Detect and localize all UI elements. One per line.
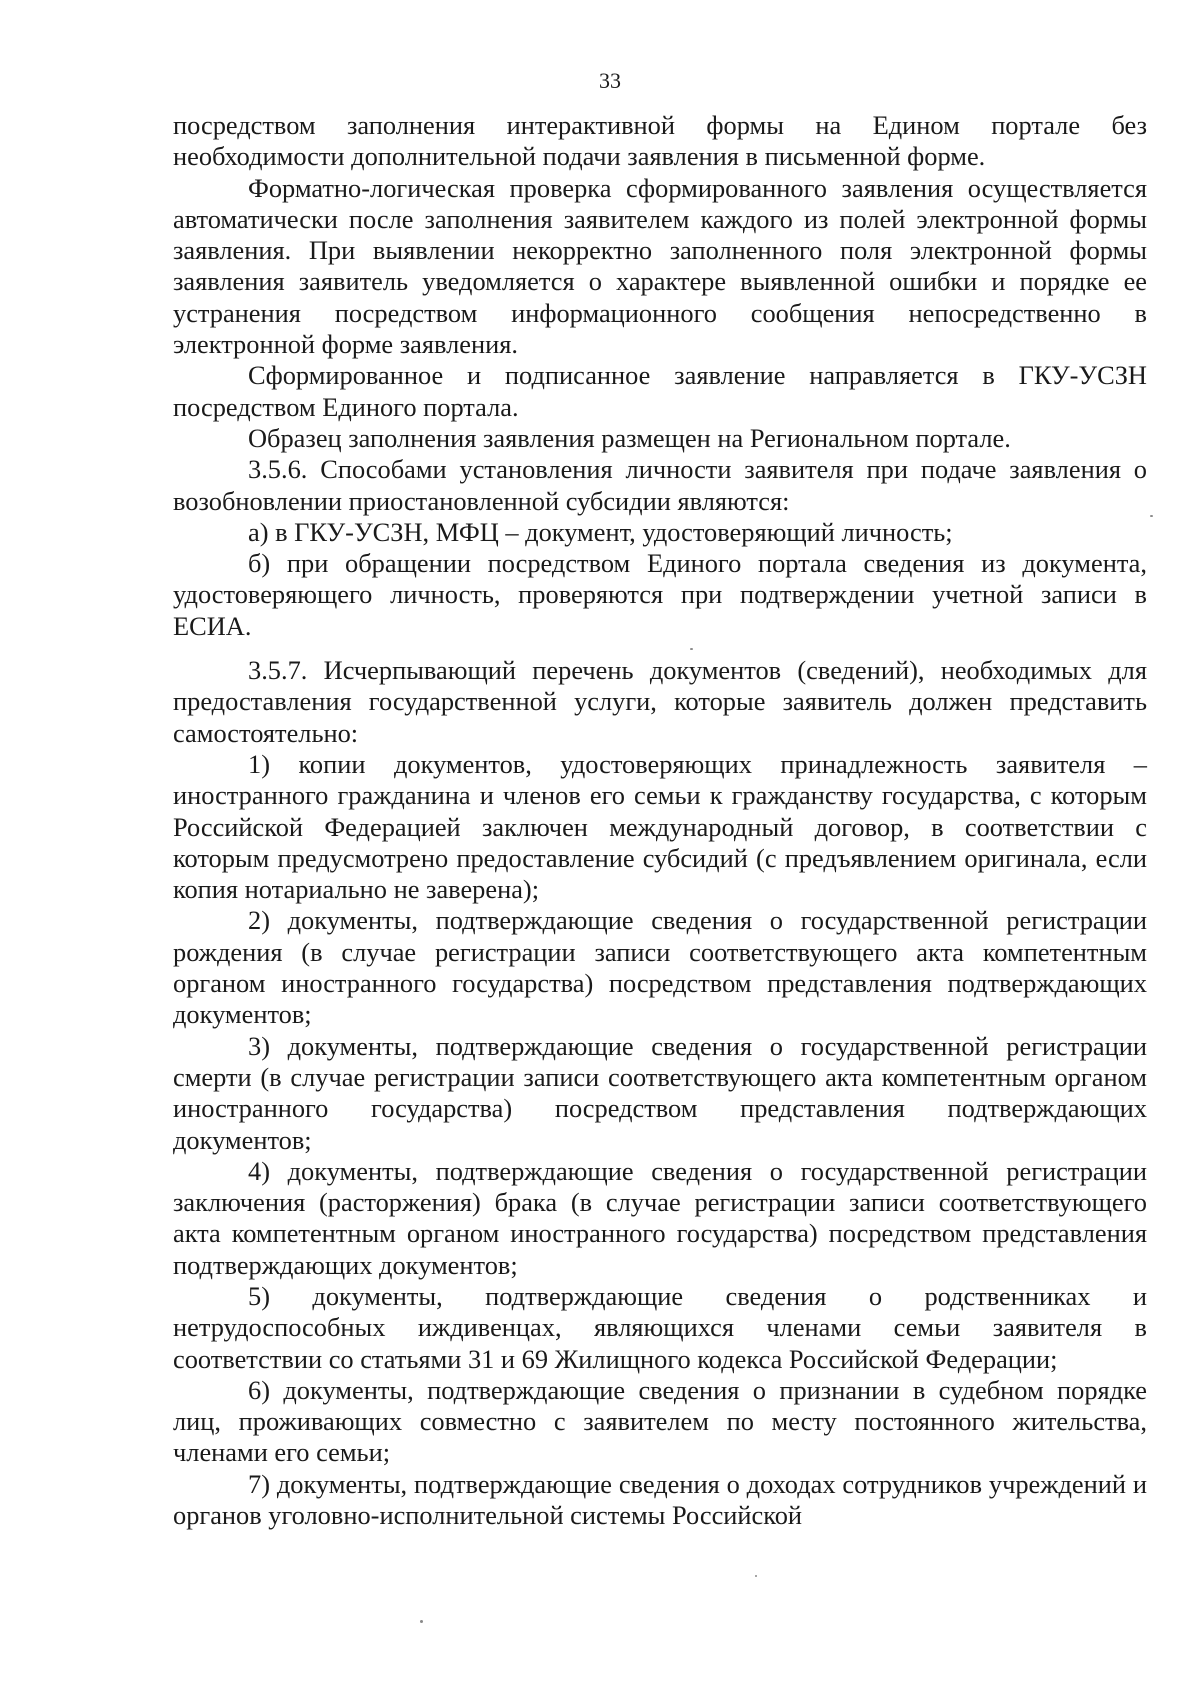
list-item-3: 3) документы, подтверждающие сведения о государственной регистрации смерти (в случае регистрации записи соответствующего акта компетентным органом иностранного государства) посредством представления подтверждающих документов;	[173, 1030, 1147, 1155]
list-item-7: 7) документы, подтверждающие сведения о доходах сотрудников учреждений и органов уголовно-исполнительной системы Российской	[173, 1468, 1147, 1531]
paragraph-continuation: посредством заполнения интерактивной формы на Едином портале без необходимости дополнительной подачи заявления в письменной форме.	[173, 110, 1147, 172]
list-item-1: 1) копии документов, удостоверяющих принадлежность заявителя – иностранного гражданина и членов его семьи к гражданству государства, с которым Российской Федерацией заключен международный договор, в соответствии с которым предусмотрено предоставление субсидий (с предъявлением оригинала, если копия нотариально не заверена);	[173, 748, 1147, 905]
list-item-5: 5) документы, подтверждающие сведения о родственниках и нетрудоспособных иждивенцах, являющихся членами семьи заявителя в соответствии со статьями 31 и 69 Жилищного кодекса Российской Федерации;	[173, 1280, 1147, 1374]
paragraph-sample-form: Образец заполнения заявления размещен на Региональном портале.	[248, 422, 1011, 453]
list-item-2: 2) документы, подтверждающие сведения о государственной регистрации рождения (в случае регистрации записи соответствующего акта компетентным органом иностранного государства) посредством представления подтверждающих документов;	[173, 905, 1147, 1030]
list-item-6: 6) документы, подтверждающие сведения о признании в судебном порядке лиц, проживающих совместно с заявителем по месту постоянного жительства, членами его семьи;	[173, 1374, 1147, 1468]
document-body	[173, 110, 1147, 1531]
scan-speck	[755, 1575, 757, 1577]
paragraph-3-5-6: 3.5.6. Способами установления личности заявителя при подаче заявления о возобновлении приостановленной субсидии являются:	[173, 454, 1147, 516]
scan-speck	[690, 648, 693, 650]
page-number: 33	[599, 68, 621, 93]
paragraph-signed-application: Сформированное и подписанное заявление направляется в ГКУ-УСЗН посредством Единого портала.	[173, 360, 1147, 422]
paragraph-format-check: Форматно-логическая проверка сформированного заявления осуществляется автоматически после заполнения заявителем каждого из полей электронной формы заявления. При выявлении некорректно заполненного поля электронной формы заявления заявитель уведомляется о характере выявленной ошибки и порядке ее устранения посредством информационного сообщения непосредственно в электронной форме заявления.	[173, 172, 1147, 360]
list-item-b: б) при обращении посредством Единого портала сведения из документа, удостоверяющего личность, проверяются при подтверждении учетной записи в ЕСИА.	[173, 548, 1147, 641]
scan-speck	[1150, 515, 1153, 517]
paragraph-3-5-7: 3.5.7. Исчерпывающий перечень документов (сведений), необходимых для предоставления государственной услуги, которые заявитель должен представить самостоятельно:	[173, 655, 1147, 748]
list-item-4: 4) документы, подтверждающие сведения о государственной регистрации заключения (расторжения) брака (в случае регистрации записи соответствующего акта компетентным органом иностранного государства) посредством представления подтверждающих документов;	[173, 1155, 1147, 1280]
list-item-a: а) в ГКУ-УСЗН, МФЦ – документ, удостоверяющий личность;	[248, 516, 953, 547]
scan-speck	[420, 1620, 423, 1623]
